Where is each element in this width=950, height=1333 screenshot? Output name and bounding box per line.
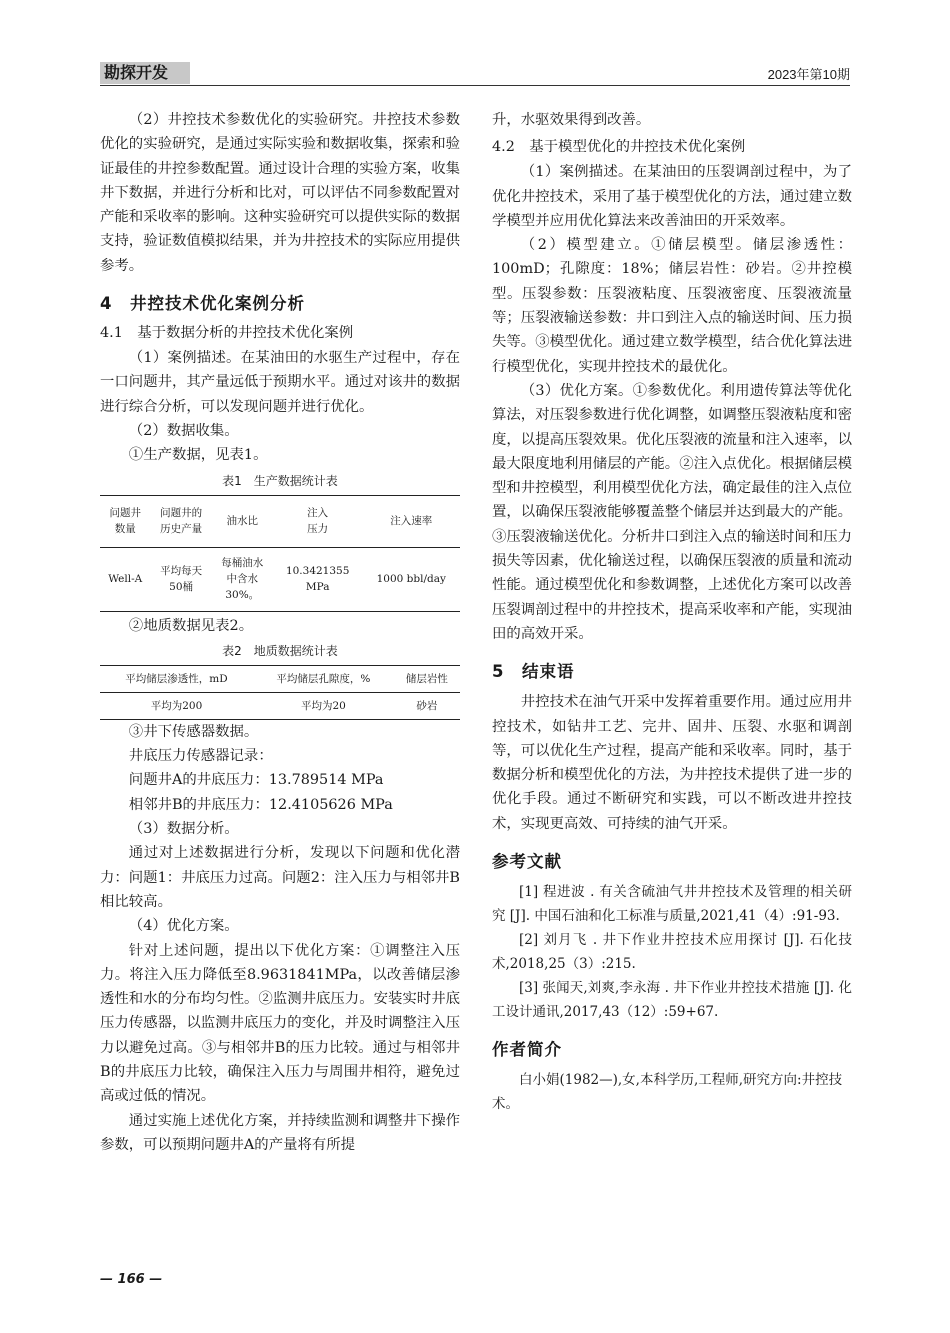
- continued-paragraph: 升，水驱效果得到改善。: [492, 112, 651, 128]
- reference-item: [2] 刘月飞 . 井下作业井控技术应用探讨 [J]. 石化技术,2018,25（3）:215.: [492, 932, 852, 973]
- references-heading: 参考文献: [492, 852, 562, 872]
- data-analysis-label: （3）数据分析。: [128, 821, 239, 838]
- reference-item: [1] 程进波 . 有关含硫油气井井控技术及管理的相关研究 [J]. 中国石油和化工标准与质量,2021,41（4）:91-93.: [492, 884, 852, 925]
- journal-issue: 2023年第10期: [767, 67, 850, 82]
- subsection-4-2-heading: 4.2 基于模型优化的井控技术优化案例: [492, 139, 746, 156]
- data-analysis-body: 通过对上述数据进行分析，发现以下问题和优化潜力：问题1：井底压力过高。问题2：注入压力与相邻井B相比较高。: [100, 845, 460, 910]
- table1-header-cell: 注入速率: [390, 515, 433, 528]
- table1-header-cell: 问题井 数量: [109, 507, 141, 536]
- table1-cell: 10.3421355 MPa: [285, 565, 350, 594]
- reference-item: [3] 张闻天,刘爽,李永海 . 井下作业井控技术措施 [J]. 化工设计通讯,2017,43（12）:59+67.: [492, 980, 852, 1021]
- optimization-plan-body: 针对上述问题，提出以下优化方案：①调整注入压力。将注入压力降低至8.9631841MPa，以改善储层渗透性和水的分布均匀性。②监测井底压力。安装实时井底压力传感器，以监测井底压力的变化，并及时调整注入压力以避免过高。③与相邻井B的压力比较。通过与相邻井B的井底压力比较，确保注入压力与周围井相符，避免过高或过低的情况。: [100, 942, 460, 1105]
- optimization-plan-2: （3）优化方案。①参数优化。利用遗传算法等优化算法，对压裂参数进行优化调整，如调整压裂液粘度和密度，以提高压裂效果。优化压裂液的流量和注入速率，以最大限度地利用储层的产能。②注入点优化。根据储层模型和井控模型，利用模型优化方法，确定最佳的注入点位置，以确保压裂液能够覆盖整个储层并达到最大的产能。③压裂液输送优化。分析井口到注入点的输送时间和压力损失等因素，优化输送过程，以确保压裂液的质量和流动性能。通过模型优化和参数调整，上述优化方案可以改善压裂调剖过程中的井控技术，提高采收率和产能，实现油田的高效开采。: [492, 382, 852, 642]
- data-collection-label: （2）数据收集。: [128, 422, 239, 439]
- table1-header-cell: 注入 压力: [307, 507, 329, 536]
- table1-header-cell: 油水比: [226, 515, 258, 528]
- table1-caption: 表1 生产数据统计表: [222, 473, 338, 488]
- page-number: — 166 —: [100, 1272, 163, 1287]
- header-rule: [100, 85, 850, 86]
- table-row: [100, 692, 460, 719]
- table1-header-cell: 问题井的 历史产量: [160, 507, 203, 536]
- case-description-2: （1）案例描述。在某油田的压裂调剖过程中，为了优化井控技术，采用了基于模型优化的方法，通过建立数学模型并应用优化算法来改善油田的开采效率。: [492, 164, 852, 229]
- table2-cell: 平均为200: [150, 699, 203, 712]
- author-bio: 白小娟(1982—),女,本科学历,工程师,研究方向:井控技术。: [492, 1072, 843, 1113]
- left-column: [100, 108, 460, 1157]
- table2-header-cell: 储层岩性: [405, 672, 448, 685]
- well-b-pressure: 相邻井B的井底压力：12.4105626 MPa: [128, 796, 393, 813]
- author-bio-heading: 作者简介: [492, 1040, 562, 1060]
- case-description: （1）案例描述。在某油田的水驱生产过程中，存在一口问题井，其产量远低于预期水平。通过对该井的数据进行综合分析，可以发现问题并进行优化。: [100, 350, 460, 415]
- result-paragraph: 通过实施上述优化方案，并持续监测和调整井下操作参数，可以预期问题井A的产量将有所提: [100, 1112, 460, 1153]
- table1-cell: 1000 bbl/day: [376, 573, 446, 586]
- geology-data-table: [100, 665, 460, 720]
- table2-header-cell: 平均储层渗透性，mD: [125, 672, 228, 685]
- table2-header-cell: 平均储层孔隙度，%: [276, 672, 371, 685]
- section-4-heading: 4 井控技术优化案例分析: [100, 294, 305, 314]
- well-a-pressure: 问题井A的井底压力：13.789514 MPa: [128, 772, 384, 789]
- production-data-label: ①生产数据，见表1。: [128, 447, 268, 464]
- optimization-plan-label: （4）优化方案。: [128, 918, 239, 935]
- table-row: [100, 547, 460, 611]
- table1-cell: 每桶油水 中含水 30%。: [221, 557, 264, 602]
- table2-cell: 砂岩: [416, 699, 438, 712]
- model-building: （2）模型建立。①储层模型。储层渗透性：100mD；孔隙度：18%；储层岩性：砂岩。②井控模型。压裂参数：压裂液粘度、压裂液密度、压裂液流量等；压裂液输送参数：井口到注入点的输送时间、压力损失等。③模型优化。通过建立数学模型，结合优化算法进行模型优化，实现井控技术的最优化。: [492, 237, 852, 375]
- table2-caption: 表2 地质数据统计表: [222, 643, 338, 658]
- subsection-4-1-heading: 4.1 基于数据分析的井控技术优化案例: [100, 325, 354, 342]
- intro-paragraph: （2）井控技术参数优化的实验研究。井控技术参数优化的实验研究，是通过实际实验和数据收集，探索和验证最佳的井控参数配置。通过设计合理的实验方案，收集井下数据，并进行分析和比对，可以评估不同参数配置对产能和采收率的影响。这种实验研究可以提供实际的数据支持，验证数值模拟结果，并为井控技术的实际应用提供参考。: [100, 112, 460, 274]
- journal-section-tag: 勘探开发: [100, 62, 190, 84]
- table1-cell: Well-A: [108, 573, 143, 586]
- table2-cell: 平均为20: [300, 699, 346, 712]
- sensor-data-label: ③井下传感器数据。: [128, 723, 259, 740]
- geology-data-label: ②地质数据见表2。: [128, 617, 254, 634]
- production-data-table: [100, 495, 460, 612]
- sensor-record-label: 井底压力传感器记录：: [128, 748, 273, 765]
- table1-cell: 平均每天 50桶: [160, 565, 203, 594]
- conclusion-paragraph: 井控技术在油气开采中发挥着重要作用。通过应用井控技术，如钻井工艺、完井、固井、压裂、水驱和调剖等，可以优化生产过程，提高产能和采收率。同时，基于数据分析和模型优化的方法，为井控技术提供了进一步的优化手段。通过不断研究和实践，可以不断改进井控技术，实现更高效、可持续的油气开采。: [492, 694, 852, 832]
- section-5-heading: 5 结束语: [492, 662, 575, 682]
- right-column: [492, 108, 852, 1116]
